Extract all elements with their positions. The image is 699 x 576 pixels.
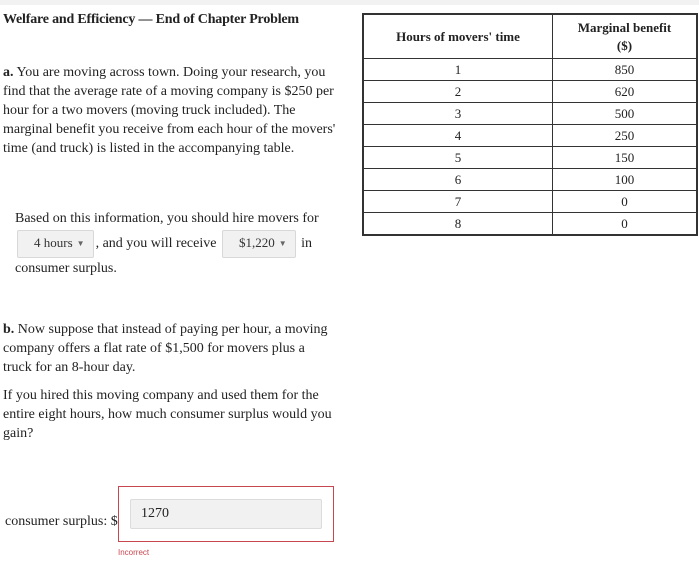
consumer-surplus-input[interactable]: 1270 bbox=[130, 499, 322, 529]
hours-cell: 4 bbox=[363, 125, 553, 147]
table-header-row bbox=[363, 14, 697, 59]
mid-text: , and you will receive bbox=[95, 236, 217, 252]
table-row bbox=[363, 59, 697, 81]
part-b-label: b. bbox=[3, 322, 15, 337]
top-bar bbox=[0, 0, 699, 5]
hours-cell: 2 bbox=[363, 81, 553, 103]
part-b-text bbox=[3, 320, 333, 377]
chevron-down-icon: ▼ bbox=[76, 239, 85, 249]
hours-cell: 7 bbox=[363, 191, 553, 213]
benefit-cell: 500 bbox=[553, 103, 698, 125]
hire-sentence bbox=[15, 208, 335, 258]
part-a-body: You are moving across town. Doing your research, you find that the average rate of a moving company is $250 per hour for a two movers (moving truck included). The marginal benefit you receive from each hour of the movers' time (and truck) is listed in the accompanying table. bbox=[3, 65, 336, 156]
surplus-dropdown[interactable] bbox=[222, 230, 296, 258]
hours-cell: 8 bbox=[363, 213, 553, 236]
table-row bbox=[363, 125, 697, 147]
benefit-header-line2: ($) bbox=[616, 37, 633, 53]
table-row bbox=[363, 213, 697, 236]
benefit-header-line1: Marginal benefit bbox=[577, 19, 672, 35]
part-b-body: Now suppose that instead of paying per hour, a moving company offers a flat rate of $1,500 for movers plus a truck for an 8-hour day. bbox=[3, 322, 328, 375]
benefit-cell: 100 bbox=[553, 169, 698, 191]
table-row bbox=[363, 191, 697, 213]
table-row bbox=[363, 169, 697, 191]
hire-prefix: Based on this information, you should hire movers for bbox=[15, 211, 319, 226]
chevron-down-icon: ▼ bbox=[278, 239, 287, 249]
answer-box bbox=[118, 486, 334, 542]
benefit-cell: 0 bbox=[553, 191, 698, 213]
part-b-question: If you hired this moving company and used them for the entire eight hours, how much consumer surplus would you gain? bbox=[3, 388, 332, 441]
hours-cell: 3 bbox=[363, 103, 553, 125]
hours-dropdown[interactable] bbox=[17, 230, 94, 258]
page-title: Welfare and Efficiency — End of Chapter Problem bbox=[3, 12, 299, 27]
hours-cell: 5 bbox=[363, 147, 553, 169]
part-a-label: a. bbox=[3, 65, 14, 80]
benefit-cell: 150 bbox=[553, 147, 698, 169]
part-a-text bbox=[3, 63, 338, 158]
answer-label: consumer surplus: $ bbox=[5, 514, 118, 529]
hours-cell: 1 bbox=[363, 59, 553, 81]
marginal-benefit-table bbox=[362, 13, 698, 236]
surplus-dropdown-value: $1,220 bbox=[238, 235, 275, 250]
table-row bbox=[363, 103, 697, 125]
benefit-cell: 850 bbox=[553, 59, 698, 81]
table-row bbox=[363, 147, 697, 169]
in-text: in bbox=[301, 236, 313, 252]
benefit-cell: 0 bbox=[553, 213, 698, 236]
feedback-incorrect: Incorrect bbox=[118, 548, 150, 557]
hours-dropdown-value: 4 hours bbox=[34, 235, 73, 250]
benefit-cell: 250 bbox=[553, 125, 698, 147]
consumer-surplus-text: consumer surplus. bbox=[15, 261, 117, 276]
benefit-cell: 620 bbox=[553, 81, 698, 103]
hours-column-header: Hours of movers' time bbox=[363, 14, 553, 59]
benefit-column-header bbox=[553, 14, 698, 59]
table-row bbox=[363, 81, 697, 103]
hours-cell: 6 bbox=[363, 169, 553, 191]
